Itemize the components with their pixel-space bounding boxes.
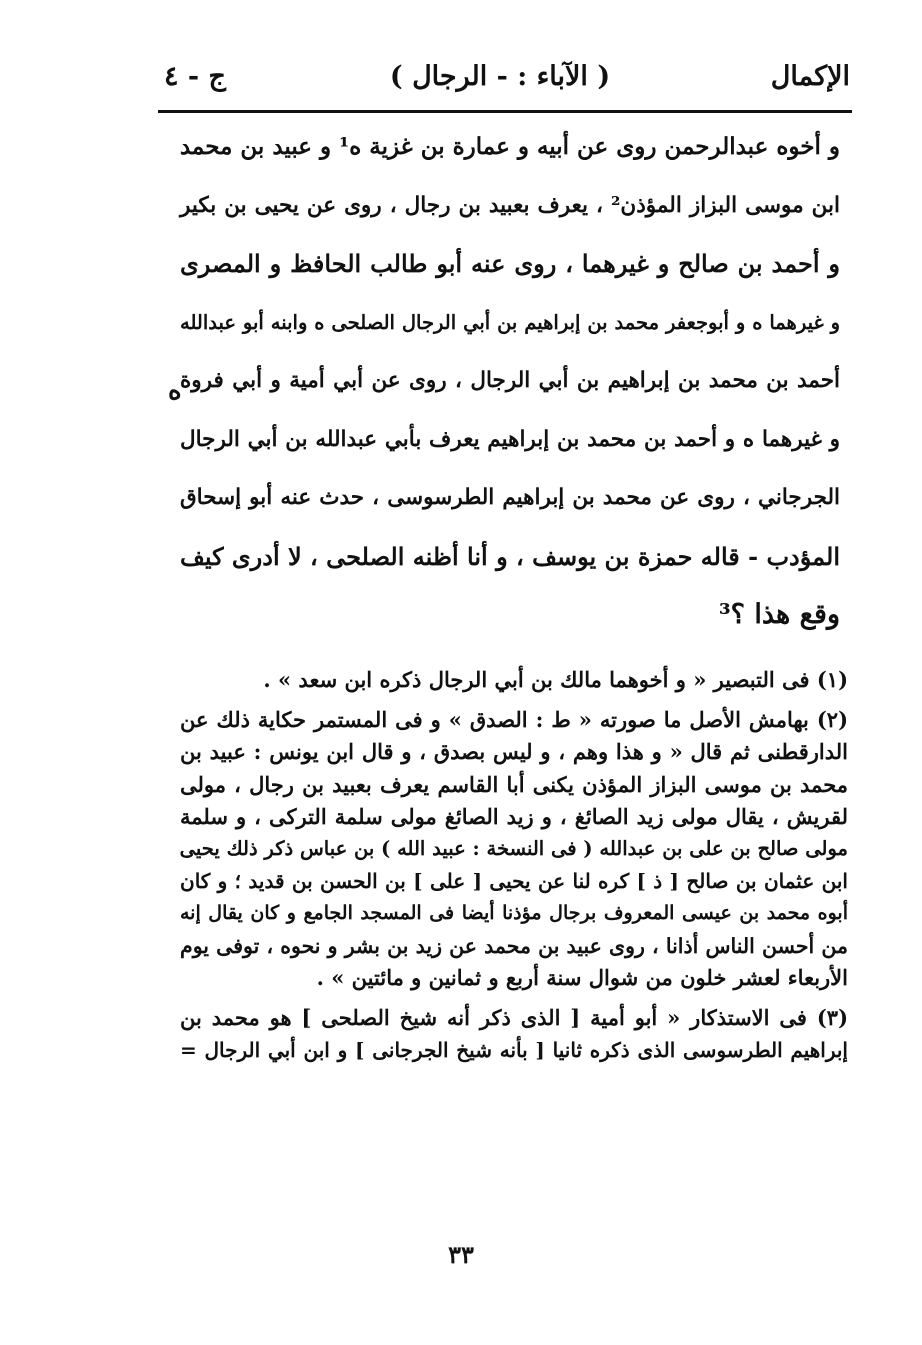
footnote-line: الأربعاء لعشر خلون من شوال سنة أربع و ثمانين و مائتين » .	[316, 964, 848, 990]
page-number: ٣٣	[448, 1240, 474, 1269]
book-title: الإكمال	[770, 61, 850, 92]
footnote-line: أبوه محمد بن عيسى المعروف برجال مؤذنا أيضا فى المسجد الجامع و كان يقال إنه	[180, 902, 848, 925]
text-line: و غيرهما ه و أبوجعفر محمد بن إبراهيم بن أبي الرجال الصلحى ه وابنه أبو عبدالله	[180, 310, 840, 334]
text-line: و أخوه عبدالرحمن روى عن أبيه و عمارة بن غزية ه¹ و عبيد بن محمد	[179, 133, 840, 160]
footnote-line: الدارقطنى ثم قال « و هذا وهم ، و ليس بصدق ، و قال ابن يونس : عبيد بن	[180, 739, 848, 765]
text-line: المؤدب - قاله حمزة بن يوسف ، و أنا أظنه الصلحى ، لا أدرى كيف	[180, 541, 840, 571]
footnote-line: (١) فى التبصير « و أخوهما مالك بن أبي الرجال ذكره ابن سعد » .	[263, 667, 848, 692]
footnote-line: محمد بن موسى البزاز المؤذن يكنى أبا القاسم يعرف بعبيد بن رجال ، مولى	[180, 771, 848, 797]
footnote-line: مولى صالح بن على بن عبدالله ( فى النسخة : عبيد الله ) بن عباس ذكر ذلك يحيى	[179, 836, 848, 860]
text-line: وقع هذا ؟³	[718, 599, 840, 630]
footnote-line: ابن عثمان بن صالح [ ذ ] كره لنا عن يحيى [ على ] بن الحسن بن قديد ؛ و كان	[180, 869, 848, 894]
footnote-line: (٣) فى الاستذكار « أبو أمية [ الذى ذكر أنه شيخ الصلحى ] هو محمد بن	[180, 1004, 848, 1030]
text-line: ابن موسى البزاز المؤذن² ، يعرف بعبيد بن رجال ، روى عن يحيى بن بكير	[180, 192, 840, 218]
footnote-line: لقريش ، يقال مولى زيد الصائغ ، و زيد الصائغ مولى سلمة التركى ، و سلمة	[180, 803, 848, 829]
section-title: ( الآباء : - الرجال )	[389, 61, 611, 92]
margin-number: ه	[168, 376, 182, 406]
text-line: و أحمد بن صالح و غيرهما ، روى عنه أبو طالب الحافظ و المصرى	[180, 249, 840, 278]
text-line: الجرجاني ، روى عن محمد بن إبراهيم الطرسوسى ، حدث عنه أبو إسحاق	[180, 485, 840, 510]
text-line: و غيرهما ه و أحمد بن محمد بن إبراهيم يعرف بأبي عبدالله بن أبي الرجال	[180, 426, 840, 452]
volume-label: ج - ٤	[164, 61, 226, 92]
text-line: أحمد بن محمد بن إبراهيم بن أبي الرجال ، روى عن أبي أمية و أبي فروة	[180, 368, 840, 393]
running-header	[150, 52, 850, 102]
footnote-line: إبراهيم الطرسوسى الذى ذكره ثانيا [ بأنه شيخ الجرجانى ] و ابن أبي الرجال =	[180, 1038, 848, 1063]
footnote-line: من أحسن الناس أذانا ، روى عبيد بن محمد عن زيد بن بشر و نحوه ، توفى يوم	[180, 933, 848, 958]
header-rule	[158, 110, 852, 113]
main-text	[180, 118, 840, 645]
footnotes	[180, 664, 848, 1066]
footnote-line: (٢) بهامش الأصل ما صورته « ط : الصدق » و فى المستمر حكاية ذلك عن	[180, 707, 848, 733]
